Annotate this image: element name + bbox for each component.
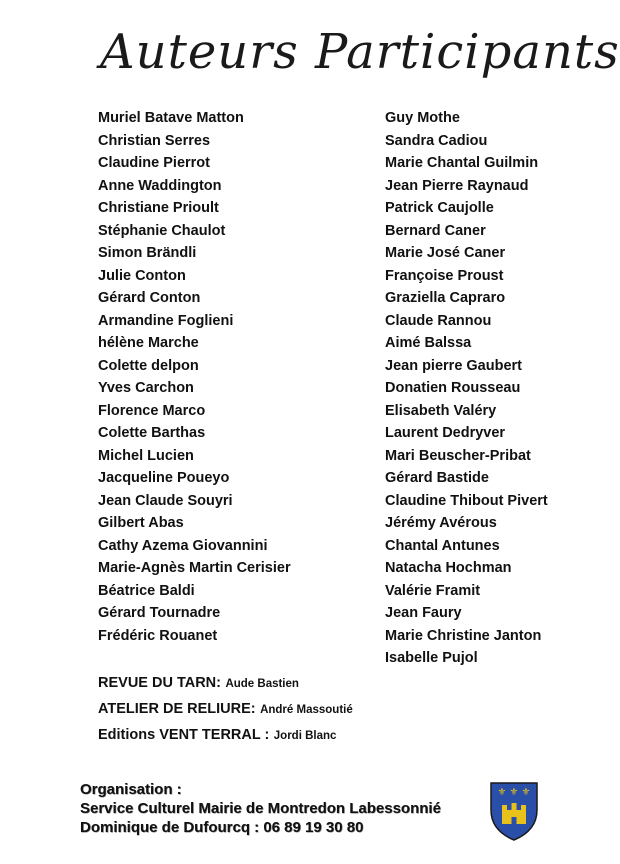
author-name: Gilbert Abas	[98, 515, 184, 531]
editions-value: Jordi Blanc	[273, 730, 337, 742]
revue-value: Aude Bastien	[225, 678, 299, 690]
editions-vent-terral-line	[98, 722, 353, 747]
author-name: Jérémy Avérous	[385, 515, 497, 531]
author-name: Patrick Caujolle	[385, 200, 494, 216]
organisation-contact: Dominique de Dufourcq : 06 89 19 30 80	[80, 819, 364, 836]
atelier-reliure-line	[98, 695, 353, 722]
author-name: Stéphanie Chaulot	[98, 222, 226, 239]
page-title: Auteurs Participants	[100, 24, 620, 80]
castle-icon	[502, 803, 526, 824]
author-name: Jean Claude Souyri	[98, 492, 233, 509]
castle-door	[512, 817, 517, 824]
author-name: Jean Faury	[385, 605, 462, 621]
author-name: Gérard Tournadre	[98, 605, 221, 621]
author-name: Donatien Rousseau	[385, 380, 521, 396]
fleur-de-lys-icons	[498, 787, 531, 798]
author-name: Cathy Azema Giovannini	[98, 537, 268, 554]
author-name: Anne Waddington	[98, 177, 222, 194]
author-name: Valérie Framit	[385, 582, 481, 599]
author-name: Marie-Agnès Martin Cerisier	[98, 560, 291, 576]
author-name: Colette delpon	[98, 357, 199, 374]
author-name: Gérard Bastide	[385, 470, 489, 486]
organisation-heading: Organisation :	[80, 781, 182, 798]
organisation-block	[80, 780, 441, 837]
author-name: Jean Pierre Raynaud	[385, 177, 529, 194]
author-name: Guy Mothe	[385, 110, 460, 126]
publishers-section	[98, 670, 353, 747]
author-name: Isabelle Pujol	[385, 650, 478, 666]
author-name: Aimé Balssa	[385, 335, 472, 351]
author-name: Chantal Antunes	[385, 537, 500, 554]
author-name: Natacha Hochman	[385, 560, 512, 576]
author-name: Michel Lucien	[98, 447, 194, 464]
author-name: Florence Marco	[98, 402, 206, 419]
author-name: Julie Conton	[98, 267, 186, 284]
author-name: Colette Barthas	[98, 425, 206, 441]
author-name: Mari Beuscher-Pribat	[385, 447, 531, 464]
author-name: Gérard Conton	[98, 290, 201, 306]
author-name: Jacqueline Poueyo	[98, 470, 230, 486]
coat-of-arms-icon	[488, 780, 540, 842]
atelier-value: André Massoutié	[260, 704, 353, 716]
author-name: Christian Serres	[98, 132, 211, 149]
author-name: Bernard Caner	[385, 222, 486, 239]
author-name: Béatrice Baldi	[98, 582, 195, 599]
author-name: Armandine Foglieni	[98, 312, 234, 329]
revue-du-tarn-line	[98, 670, 353, 695]
authors-list-left	[98, 107, 291, 647]
author-name: Claude Rannou	[385, 312, 492, 329]
author-name: Simon Brändli	[98, 245, 197, 261]
author-name: Marie Christine Janton	[385, 627, 542, 644]
svg-text:⚜: ⚜	[509, 787, 519, 798]
author-name: Laurent Dedryver	[385, 425, 506, 441]
svg-text:⚜: ⚜	[521, 787, 531, 798]
author-name: Françoise Proust	[385, 267, 504, 284]
author-name: Graziella Capraro	[385, 290, 506, 306]
author-name: Jean pierre Gaubert	[385, 357, 522, 374]
authors-list-right	[385, 107, 548, 670]
organisation-service: Service Culturel Mairie de Montredon Labessonnié	[80, 800, 441, 817]
author-name: Claudine Pierrot	[98, 155, 210, 171]
author-name: Frédéric Rouanet	[98, 627, 218, 644]
svg-text:⚜: ⚜	[497, 787, 507, 798]
atelier-label: ATELIER DE RELIURE:	[98, 701, 256, 717]
author-name: Marie Chantal Guilmin	[385, 155, 539, 171]
author-name: Elisabeth Valéry	[385, 402, 497, 419]
author-name: hélène Marche	[98, 335, 199, 351]
author-name: Muriel Batave Matton	[98, 110, 244, 126]
author-name: Christiane Prioult	[98, 200, 219, 216]
author-name: Marie José Caner	[385, 245, 506, 261]
author-name: Claudine Thibout Pivert	[385, 492, 548, 509]
author-name: Yves Carchon	[98, 380, 194, 396]
editions-label: Editions VENT TERRAL :	[98, 727, 270, 743]
revue-label: REVUE DU TARN:	[98, 675, 221, 691]
author-name: Sandra Cadiou	[385, 132, 488, 149]
